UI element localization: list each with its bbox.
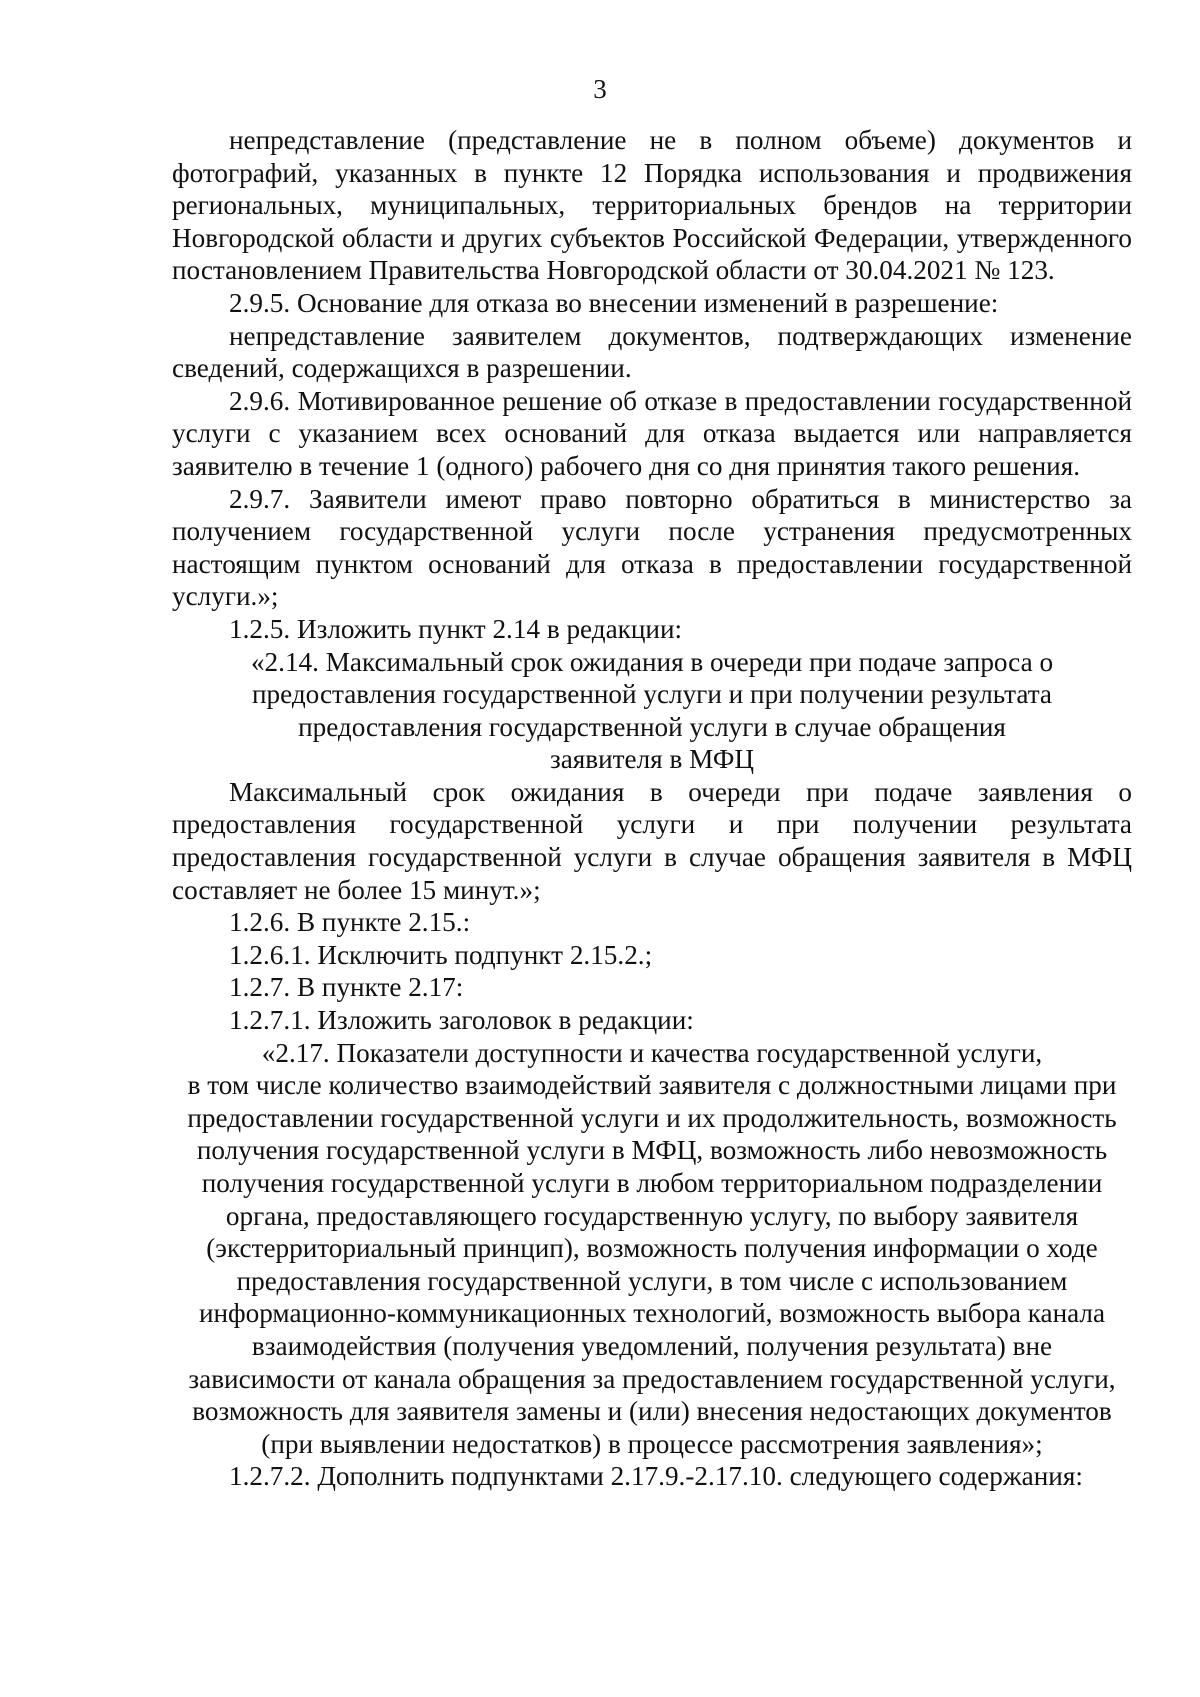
- heading-2-17: [172, 1037, 1132, 1461]
- heading-2-17-line: информационно-коммуникационных технологий, возможность выбора канала: [198, 1298, 1106, 1329]
- heading-2-17-line: предоставлении государственной услуги и их продолжительность, возможность: [187, 1102, 1117, 1133]
- heading-2-14-line: предоставления государственной услуги в случае обращения: [298, 711, 1006, 742]
- heading-2-17-line: предоставления государственной услуги, в том числе с использованием: [236, 1265, 1068, 1296]
- heading-2-17-line: получения государственной услуги в любом территориальном подразделении: [201, 1168, 1103, 1198]
- paragraph-2-9-6: 2.9.6. Мотивированное решение об отказе в предоставлении государственной услуги с указанием всех оснований для отказа выдается или направляется заявителю в течение 1 (одного) рабочего дня со дня принятия такого решения.: [172, 385, 1132, 481]
- heading-2-14-line: предоставления государственной услуги и при получении результата: [251, 679, 1052, 710]
- paragraph-1-2-6: 1.2.6. В пункте 2.15.:: [229, 907, 471, 938]
- paragraph-2-9-5: 2.9.5. Основание для отказа во внесении изменений в разрешение:: [229, 287, 999, 318]
- heading-2-17-line: (экстерриториальный принцип), возможность получения информации о ходе: [206, 1233, 1098, 1264]
- heading-2-14-line: заявителя в МФЦ: [549, 744, 755, 775]
- heading-2-17-line: получения государственной услуги в МФЦ, возможность либо невозможность: [196, 1135, 1108, 1166]
- paragraph-1-2-7-1: 1.2.7.1. Изложить заголовок в редакции:: [229, 1005, 694, 1036]
- heading-2-17-line: (при выявлении недостатков) в процессе рассмотрения заявления»;: [261, 1428, 1043, 1459]
- heading-2-17-line: в том числе количество взаимодействий заявителя с должностными лицами при: [187, 1070, 1117, 1101]
- heading-2-14: [172, 646, 1132, 776]
- document-body: [172, 124, 1132, 1493]
- paragraph-refusal-grounds-documents: непредставление (представление не в полном объеме) документов и фотографий, указанных в пункте 12 Порядка использования и продвижения региональных, муниципальных, территориальных брендов на территории Новгородской области и других субъектов Российской Федерации, утвержденного постановлением Правительства Новгородской области от 30.04.2021 № 123.: [172, 125, 1132, 286]
- heading-2-17-line: взаимодействия (получения уведомлений, получения результата) вне: [251, 1330, 1053, 1361]
- paragraph-max-wait-time: Максимальный срок ожидания в очереди при подаче заявления о предоставления государственной услуги и при получении результата предоставления государственной услуги в случае обращения заявителя в МФЦ составляет не более 15 минут.»;: [172, 776, 1132, 905]
- paragraph-1-2-5: 1.2.5. Изложить пункт 2.14 в редакции:: [229, 613, 683, 644]
- heading-2-17-line: возможность для заявителя замены и (или) внесения недостающих документов: [192, 1396, 1112, 1427]
- heading-2-17-line: зависимости от канала обращения за предоставлением государственной услуги,: [188, 1363, 1116, 1394]
- heading-2-14-line: «2.14. Максимальный срок ожидания в очереди при подаче запроса о: [250, 646, 1054, 677]
- paragraph-refusal-grounds-changes: непредставление заявителем документов, подтверждающих изменение сведений, содержащихся в разрешении.: [172, 320, 1132, 384]
- heading-2-17-line: органа, предоставляющего государственную услугу, по выбору заявителя: [225, 1200, 1079, 1231]
- page-number: 3: [593, 74, 607, 104]
- paragraph-1-2-7-2: 1.2.7.2. Дополнить подпунктами 2.17.9.-2.17.10. следующего содержания:: [229, 1461, 1083, 1492]
- paragraph-1-2-6-1: 1.2.6.1. Исключить подпункт 2.15.2.;: [229, 939, 653, 970]
- paragraph-2-9-7: 2.9.7. Заявители имеют право повторно обратиться в министерство за получением государственной услуги после устранения предусмотренных настоящим пунктом оснований для отказа в предоставлении государственной услуги.»;: [172, 483, 1132, 612]
- paragraph-1-2-7: 1.2.7. В пункте 2.17:: [229, 972, 464, 1003]
- heading-2-17-line: «2.17. Показатели доступности и качества государственной услуги,: [261, 1037, 1043, 1068]
